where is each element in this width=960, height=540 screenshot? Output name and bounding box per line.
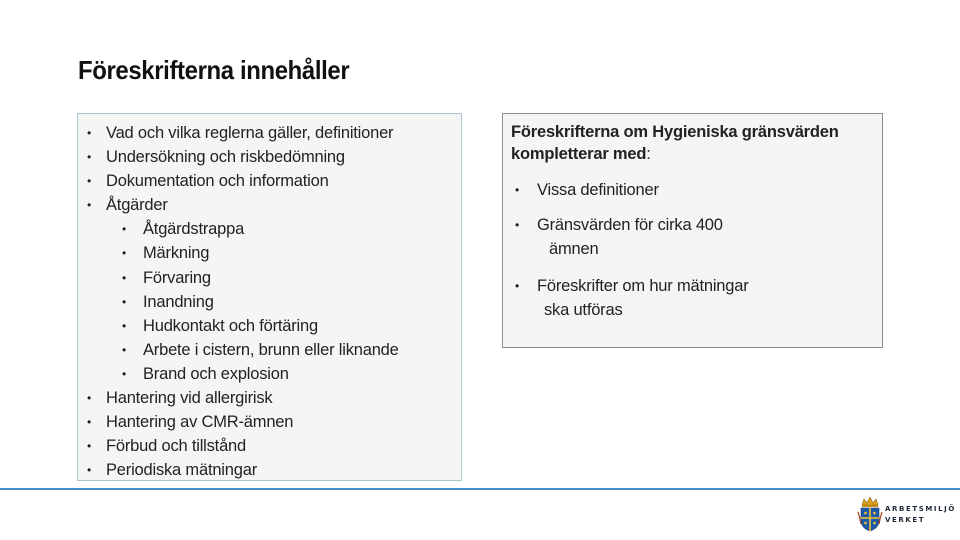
list-item xyxy=(78,434,461,458)
list-item-text: Vad och vilka reglerna gäller, definitioner xyxy=(106,124,394,142)
bullet-icon: • xyxy=(515,218,520,232)
bullet-icon: • xyxy=(515,279,520,293)
list-item-continuation: ämnen xyxy=(549,240,599,258)
sub-list-item xyxy=(78,266,461,290)
arbetsmiljoverket-logo xyxy=(857,496,957,536)
sub-list-item xyxy=(78,217,461,241)
list-item xyxy=(78,410,461,434)
bullet-icon: • xyxy=(87,439,92,454)
list-item xyxy=(78,121,461,145)
bullet-icon: • xyxy=(87,415,92,430)
bullet-icon: • xyxy=(87,126,92,140)
list-item-text: Undersökning och riskbedömning xyxy=(106,148,345,167)
list-item xyxy=(511,274,882,322)
list-item xyxy=(78,458,461,482)
sub-list-item xyxy=(78,241,461,265)
contents-list-box xyxy=(77,113,462,481)
list-item-text: Föreskrifter om hur mätningar xyxy=(537,277,749,295)
bullet-icon: • xyxy=(122,270,127,285)
complement-heading-colon: : xyxy=(646,145,651,163)
list-item-text: Arbete i cistern, brunn eller liknande xyxy=(143,340,399,359)
list-item xyxy=(511,213,882,261)
bullet-icon: • xyxy=(87,174,92,189)
bullet-icon: • xyxy=(515,183,520,197)
list-item-text: Vissa definitioner xyxy=(537,181,659,199)
list-item-text: Förbud och tillstånd xyxy=(106,437,246,456)
bullet-icon: • xyxy=(87,391,92,406)
bullet-icon: • xyxy=(122,318,127,333)
bullet-icon: • xyxy=(87,198,92,213)
complement-heading-line2: kompletterar med xyxy=(511,145,647,163)
list-item-text: Åtgärder xyxy=(106,196,168,215)
contents-list xyxy=(78,114,461,482)
list-item xyxy=(78,193,461,217)
list-item-text: Märkning xyxy=(143,244,210,263)
crown-shield-icon xyxy=(857,496,883,532)
list-item xyxy=(78,169,461,193)
list-item-continuation: ska utföras xyxy=(544,301,623,319)
list-item xyxy=(511,178,882,202)
complement-heading-line1: Föreskrifterna om Hygieniska gränsvärden xyxy=(511,123,839,141)
list-item-text: Dokumentation och information xyxy=(106,172,329,191)
list-item-text: Hantering av CMR-ämnen xyxy=(106,413,294,432)
list-item-text: Hudkontakt och förtäring xyxy=(143,316,318,335)
logo-text-line2: VERKET xyxy=(885,516,926,524)
sub-list-item xyxy=(78,290,461,314)
bullet-icon: • xyxy=(122,222,127,237)
bullet-icon: • xyxy=(122,246,127,261)
footer-divider xyxy=(0,488,960,490)
sub-list-item xyxy=(78,362,461,386)
bullet-icon: • xyxy=(87,463,92,478)
sub-list-item xyxy=(78,314,461,338)
list-item xyxy=(78,145,461,169)
list-item-text: Periodiska mätningar xyxy=(106,461,257,480)
slide-title: Föreskrifterna innehåller xyxy=(78,55,350,85)
list-item-text: Förvaring xyxy=(143,268,211,287)
bullet-icon: • xyxy=(122,366,127,381)
complement-heading xyxy=(511,121,882,165)
list-item-text: Åtgärdstrappa xyxy=(143,220,245,239)
list-item-text: Hantering vid allergirisk xyxy=(106,389,273,408)
logo-text-line1: ARBETSMILJÖ xyxy=(885,505,956,513)
list-item-text: Inandning xyxy=(143,292,214,311)
bullet-icon: • xyxy=(122,294,127,309)
list-item-text: Brand och explosion xyxy=(143,364,289,383)
list-item-text: Gränsvärden för cirka 400 xyxy=(537,216,723,234)
bullet-icon: • xyxy=(87,150,92,165)
complement-list xyxy=(511,178,882,322)
complement-box xyxy=(502,113,883,348)
list-item xyxy=(78,386,461,410)
sub-list-item xyxy=(78,338,461,362)
bullet-icon: • xyxy=(122,342,127,357)
